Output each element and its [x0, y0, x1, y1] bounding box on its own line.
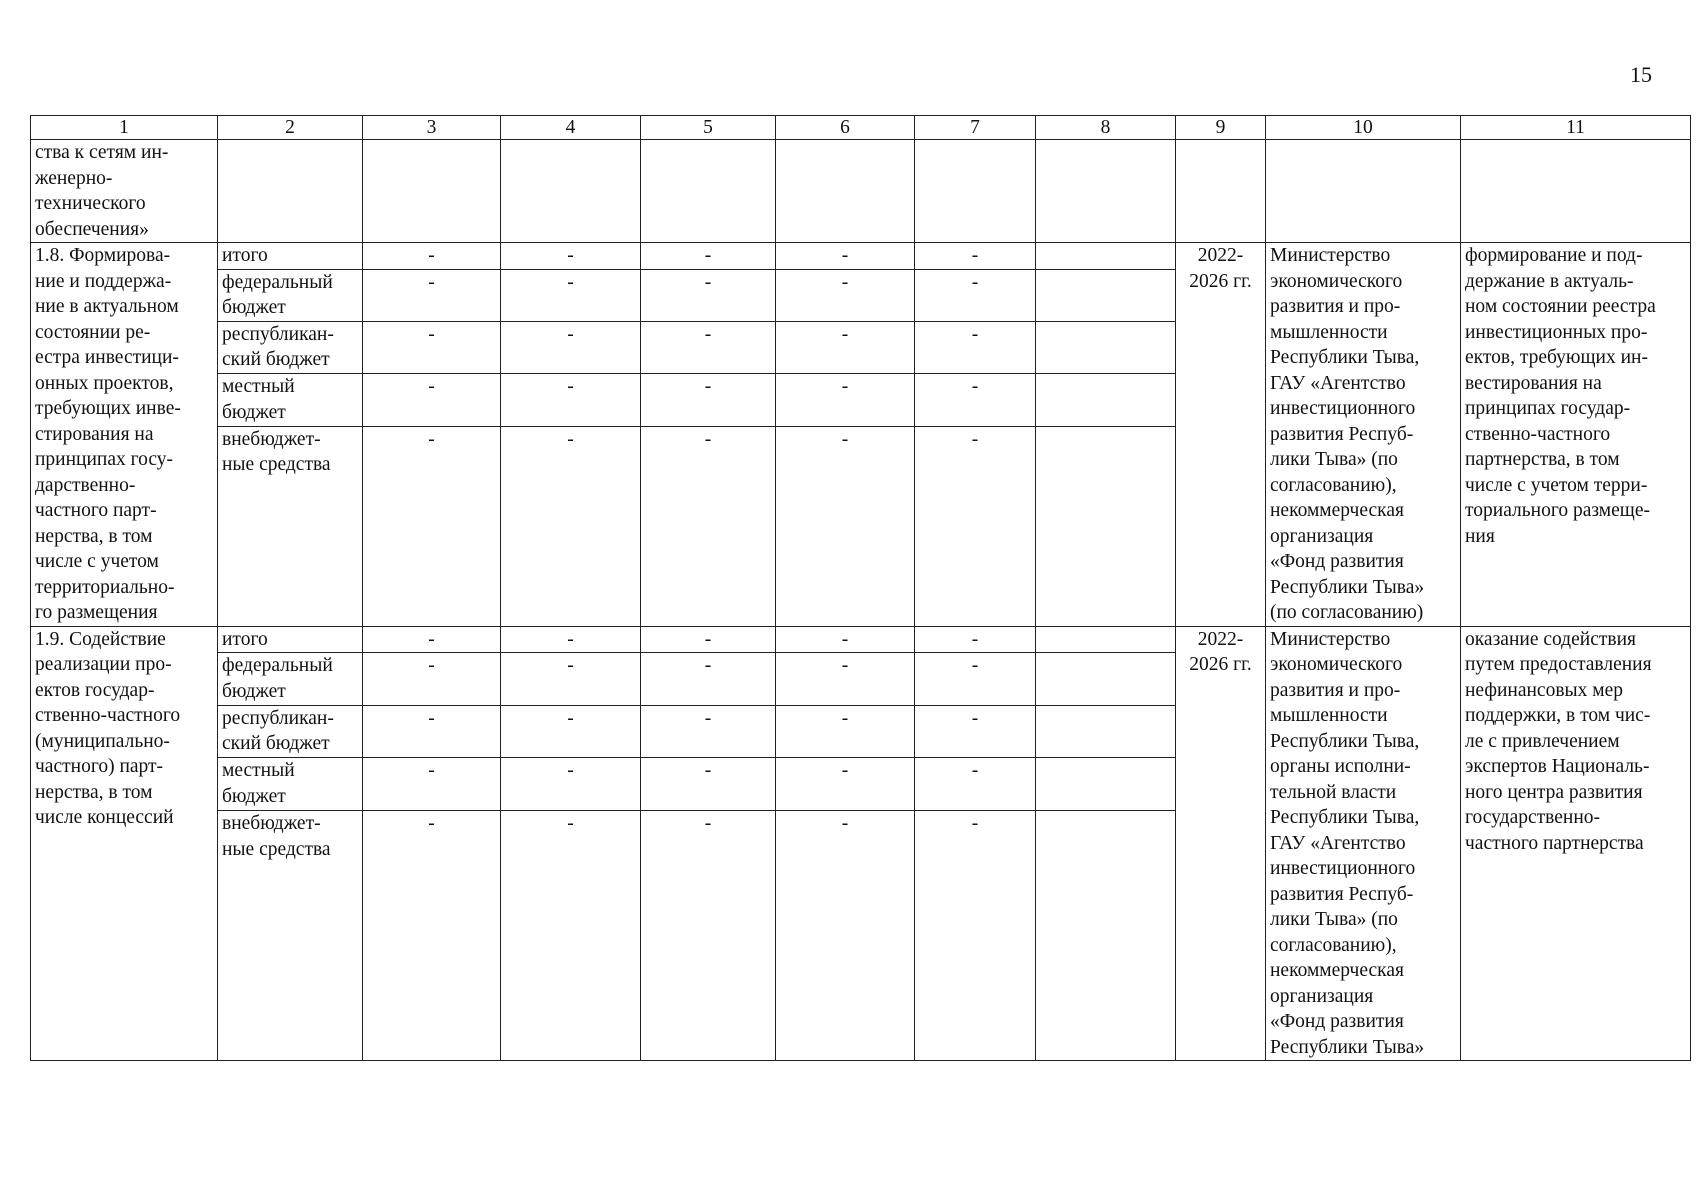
period-cell: 2022- 2026 гг.	[1176, 243, 1266, 627]
column-number: 10	[1266, 116, 1461, 140]
value-cell: -	[641, 758, 776, 811]
value-cell	[1036, 811, 1176, 1061]
funding-source: республикан- ский бюджет	[218, 705, 363, 758]
column-number: 7	[915, 116, 1036, 140]
funding-source: внебюджет- ные средства	[218, 811, 363, 1061]
responsible-cell: Министерство экономического развития и про- мышленности Республики Тыва, органы исполни- тельной власти Республики Тыва, ГАУ «Агентство инвестиционного развития Респуб- лики Тыва» (по согласованию), некоммерческая организация «Фонд развития Республики Тыва»	[1266, 626, 1461, 1061]
value-cell: -	[501, 321, 641, 373]
value-cell: -	[501, 653, 641, 706]
value-cell	[1036, 626, 1176, 653]
value-cell: -	[641, 269, 776, 321]
value-cell: -	[363, 758, 501, 811]
value-cell: -	[776, 243, 915, 270]
value-cell: -	[363, 321, 501, 373]
value-cell: -	[641, 321, 776, 373]
value-cell: -	[501, 374, 641, 426]
value-cell: -	[363, 705, 501, 758]
column-number: 11	[1461, 116, 1691, 140]
value-cell: -	[776, 426, 915, 626]
value-cell: -	[641, 626, 776, 653]
column-number: 4	[501, 116, 641, 140]
value-cell: -	[501, 811, 641, 1061]
column-number: 2	[218, 116, 363, 140]
value-cell: -	[363, 426, 501, 626]
value-cell: -	[915, 321, 1036, 373]
measure-row	[31, 626, 1691, 653]
value-cell	[1036, 653, 1176, 706]
value-cell: -	[641, 426, 776, 626]
value-cell	[1036, 758, 1176, 811]
value-cell: -	[915, 374, 1036, 426]
value-cell: -	[915, 426, 1036, 626]
value-cell: -	[776, 269, 915, 321]
continuation-row	[31, 140, 1691, 243]
value-cell: -	[363, 811, 501, 1061]
responsible-cell: Министерство экономического развития и про- мышленности Республики Тыва, ГАУ «Агентство инвестиционного развития Респуб- лики Тыва» (по согласованию), некоммерческая организация «Фонд развития Республики Тыва» (по согласованию)	[1266, 243, 1461, 627]
funding-source: внебюджет- ные средства	[218, 426, 363, 626]
value-cell	[1036, 426, 1176, 626]
period-cell: 2022- 2026 гг.	[1176, 626, 1266, 1061]
funding-source: итого	[218, 243, 363, 270]
column-number: 8	[1036, 116, 1176, 140]
value-cell: -	[641, 705, 776, 758]
value-cell: -	[776, 758, 915, 811]
value-cell: -	[915, 811, 1036, 1061]
value-cell: -	[915, 626, 1036, 653]
value-cell: -	[501, 758, 641, 811]
value-cell: -	[501, 243, 641, 270]
value-cell: -	[363, 374, 501, 426]
value-cell: -	[641, 653, 776, 706]
value-cell: -	[776, 705, 915, 758]
value-cell: -	[915, 705, 1036, 758]
value-cell: -	[915, 243, 1036, 270]
value-cell	[1036, 321, 1176, 373]
result-cell: оказание содействия путем предоставления нефинансовых мер поддержки, в том чис- ле с привлечением экспертов Националь- ного центра развития государственно- частного партнерства	[1461, 626, 1691, 1061]
funding-source: итого	[218, 626, 363, 653]
value-cell: -	[776, 811, 915, 1061]
value-cell: -	[776, 626, 915, 653]
column-number-row	[31, 116, 1691, 140]
funding-source: местный бюджет	[218, 374, 363, 426]
value-cell: -	[501, 426, 641, 626]
value-cell: -	[363, 269, 501, 321]
value-cell: -	[776, 374, 915, 426]
value-cell	[1036, 705, 1176, 758]
value-cell: -	[501, 626, 641, 653]
value-cell	[1036, 243, 1176, 270]
value-cell: -	[915, 653, 1036, 706]
measure-row	[31, 243, 1691, 270]
value-cell	[1036, 269, 1176, 321]
value-cell: -	[641, 243, 776, 270]
funding-source: федеральный бюджет	[218, 269, 363, 321]
value-cell: -	[641, 811, 776, 1061]
funding-source: местный бюджет	[218, 758, 363, 811]
measure-name: ства к сетям ин- женерно- технического обеспечения»	[31, 140, 218, 243]
value-cell: -	[501, 269, 641, 321]
measure-name: 1.8. Формирова- ние и поддержа- ние в актуальном состоянии ре- естра инвестици- онных проектов, требующих инве- стирования на принципах госу- дарственно- частного парт- нерства, в том числе с учетом территориально- го размещения	[31, 243, 218, 627]
value-cell: -	[776, 653, 915, 706]
measure-name: 1.9. Содействие реализации про- ектов государ- ственно-частного (муниципально- частного) парт- нерства, в том числе концессий	[31, 626, 218, 1061]
page-number: 15	[1630, 62, 1652, 87]
value-cell	[1036, 374, 1176, 426]
value-cell: -	[363, 243, 501, 270]
column-number: 6	[776, 116, 915, 140]
funding-source: федеральный бюджет	[218, 653, 363, 706]
column-number: 9	[1176, 116, 1266, 140]
value-cell: -	[363, 653, 501, 706]
result-cell: формирование и под- держание в актуаль- ном состоянии реестра инвестиционных про- ектов, требующих ин- вестирования на принципах государ- ственно-частного партнерства, в том числе с учетом терри- ториального размеще- ния	[1461, 243, 1691, 627]
value-cell: -	[915, 269, 1036, 321]
program-table	[30, 115, 1691, 1061]
value-cell: -	[776, 321, 915, 373]
column-number: 3	[363, 116, 501, 140]
column-number: 5	[641, 116, 776, 140]
value-cell: -	[915, 758, 1036, 811]
value-cell: -	[501, 705, 641, 758]
value-cell: -	[641, 374, 776, 426]
column-number: 1	[31, 116, 218, 140]
value-cell: -	[363, 626, 501, 653]
funding-source: республикан- ский бюджет	[218, 321, 363, 373]
